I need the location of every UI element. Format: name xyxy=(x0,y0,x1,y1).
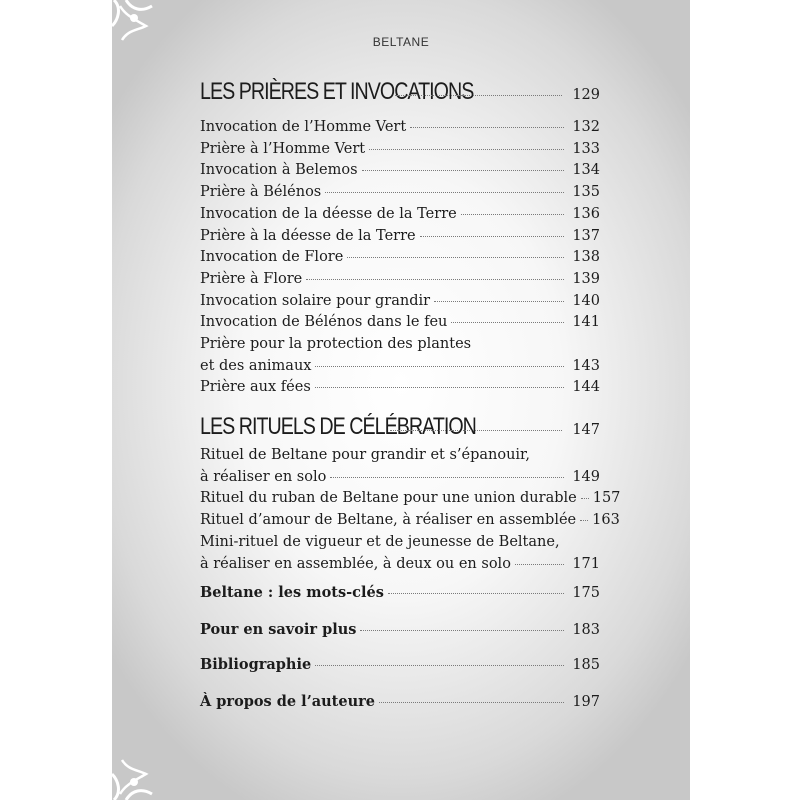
page-number: 132 xyxy=(572,119,600,135)
dot-leader xyxy=(315,387,564,388)
entry-title-line1: Mini-rituel de vigueur et de jeunesse de Beltane, xyxy=(200,533,560,550)
section-heading-prieres xyxy=(200,78,600,106)
dot-leader xyxy=(581,498,589,499)
entry-title-line1: Prière pour la protection des plantes xyxy=(200,336,472,353)
section-title: LES PRIÈRES ET INVOCATIONS xyxy=(200,78,474,105)
toc-entry-multiline xyxy=(200,445,600,488)
dot-leader xyxy=(390,430,562,431)
entry-title: Invocation de la déesse de la Terre xyxy=(200,205,457,222)
page-number: 136 xyxy=(572,205,600,222)
toc-entry xyxy=(200,226,600,248)
toc-entry xyxy=(200,204,600,226)
toc-entry-bold xyxy=(200,584,600,601)
dot-leader xyxy=(347,257,564,258)
toc-entry xyxy=(200,117,600,139)
toc-entry xyxy=(200,377,600,399)
page-number: 139 xyxy=(572,270,600,287)
page-number: 133 xyxy=(572,140,600,157)
entry-title: Invocation de Bélénos dans le feu xyxy=(200,314,448,331)
entry-title: Prière à Bélénos xyxy=(200,184,322,201)
dot-leader xyxy=(434,301,564,302)
dot-leader xyxy=(410,127,564,128)
page-number: 144 xyxy=(572,379,600,396)
toc-entry xyxy=(200,247,600,269)
page-number: 175 xyxy=(572,585,600,601)
page-number: 137 xyxy=(572,227,600,244)
page-number: 141 xyxy=(572,314,600,331)
page-number: 147 xyxy=(572,422,600,438)
dot-leader xyxy=(388,593,564,594)
dot-leader xyxy=(330,477,564,478)
dot-leader xyxy=(325,192,564,193)
toc-entry xyxy=(200,182,600,204)
page-number: 185 xyxy=(572,657,600,673)
entry-title-line2: et des animaux xyxy=(200,357,312,374)
entry-title: Beltane : les mots-clés xyxy=(200,584,384,601)
entry-title-line1: Rituel de Beltane pour grandir et s’épanouir, xyxy=(200,447,531,463)
dot-leader xyxy=(362,170,564,171)
toc-entry xyxy=(200,312,600,334)
entry-title-line2: à réaliser en solo xyxy=(200,468,327,485)
page-number: 138 xyxy=(572,249,600,266)
page-number: 140 xyxy=(572,292,600,309)
entry-title: Prière à l’Homme Vert xyxy=(200,140,366,157)
page-number: 129 xyxy=(572,87,600,103)
dot-leader xyxy=(395,95,562,96)
toc-entry xyxy=(200,510,620,532)
entry-title: Bibliographie xyxy=(200,656,312,673)
page-number: 135 xyxy=(572,184,600,201)
page-number: 143 xyxy=(572,357,600,374)
entry-title: Pour en savoir plus xyxy=(200,621,357,638)
toc-entry-bold xyxy=(200,656,600,673)
toc-entry-multiline xyxy=(200,334,600,377)
toc-entry-bold xyxy=(200,621,600,638)
dot-leader xyxy=(379,702,564,703)
dot-leader xyxy=(580,520,588,521)
toc-entry xyxy=(200,269,600,291)
entry-title: Invocation à Belemos xyxy=(200,162,358,179)
dot-leader xyxy=(461,214,564,215)
dot-leader xyxy=(315,366,564,367)
page-number: 171 xyxy=(572,555,600,572)
entry-title: Prière à la déesse de la Terre xyxy=(200,227,416,244)
entry-title: Prière aux fées xyxy=(200,379,311,396)
toc-entry xyxy=(200,139,600,161)
dot-leader xyxy=(315,665,564,666)
toc-entry xyxy=(200,488,621,510)
toc-list-prieres xyxy=(200,117,600,399)
entry-title: Rituel du ruban de Beltane pour une union durable xyxy=(200,490,577,507)
entry-title: Invocation de l’Homme Vert xyxy=(200,119,407,135)
page-number: 157 xyxy=(592,490,621,507)
dot-leader xyxy=(360,630,564,631)
floral-ornament-icon xyxy=(112,752,160,800)
book-page xyxy=(112,0,690,800)
toc-entry-multiline xyxy=(200,532,600,575)
page-number: 183 xyxy=(572,622,600,638)
page-number: 149 xyxy=(572,468,600,485)
toc-entry xyxy=(200,291,600,313)
dot-leader xyxy=(515,564,564,565)
entry-title: Invocation de Flore xyxy=(200,249,344,266)
section-heading-rituels xyxy=(200,413,600,441)
entry-title: Rituel d’amour de Beltane, à réaliser en assemblée xyxy=(200,512,577,529)
toc-list-rituels xyxy=(200,445,621,575)
page-number: 197 xyxy=(572,694,600,710)
entry-title: Prière à Flore xyxy=(200,270,303,287)
entry-title: Invocation solaire pour grandir xyxy=(200,292,431,309)
dot-leader xyxy=(306,279,564,280)
dot-leader xyxy=(451,322,564,323)
page-number: 134 xyxy=(572,162,600,179)
dot-leader xyxy=(420,236,564,237)
toc-entry xyxy=(200,160,600,182)
running-head: BELTANE xyxy=(372,35,430,49)
dot-leader xyxy=(369,149,564,150)
page-number: 163 xyxy=(592,512,620,529)
toc-entry-bold xyxy=(200,693,600,710)
entry-title: À propos de l’auteure xyxy=(200,693,376,710)
section-title: LES RITUELS DE CÉLÉBRATION xyxy=(200,413,476,440)
entry-title-line2: à réaliser en assemblée, à deux ou en solo xyxy=(200,555,511,572)
